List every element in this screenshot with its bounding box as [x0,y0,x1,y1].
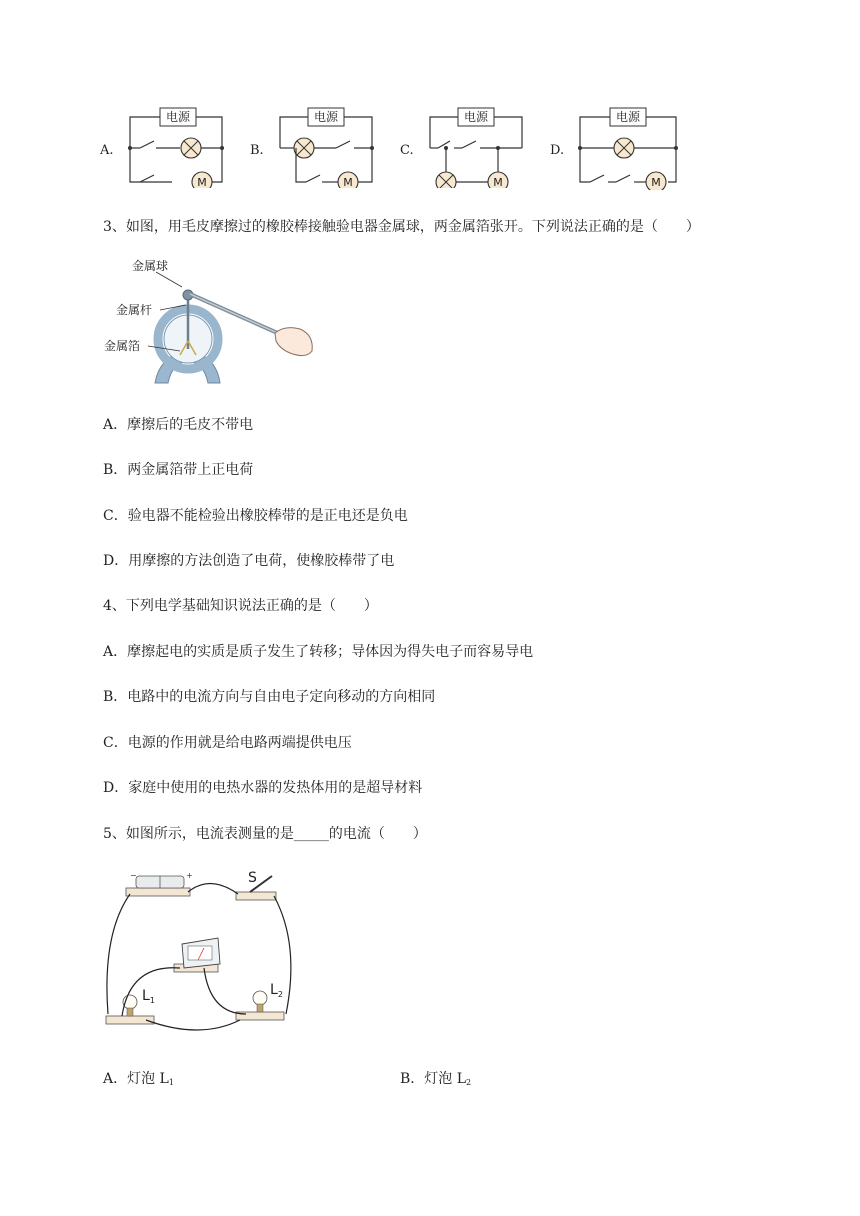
option-letter: B. [250,143,264,158]
label-metal-ball: 金属球 [132,259,169,273]
lamp-1-label: $L_1$ [142,988,155,1005]
motor-symbol: M [493,176,503,188]
q2-option-c [400,100,530,190]
question-5-stem: 5、如图所示，电流表测量的是_____的电流（ ） [103,826,427,842]
physical-circuit-diagram [100,864,310,1036]
q2-option-d [550,100,685,190]
power-source-label: 电源 [165,110,191,124]
option-letter: C. [400,143,414,158]
power-source-label: 电源 [463,110,489,124]
label-metal-rod: 金属杆 [116,303,153,317]
q4-option-b: B．电路中的电流方向与自由电子定向移动的方向相同 [103,689,436,705]
circuit-diagram-a [126,100,226,188]
q2-option-b [250,100,380,190]
power-source-label: 电源 [615,110,641,124]
q5-option-b: B．灯泡 $L_2$ [400,1071,472,1087]
svg-text:+: + [186,871,193,880]
q3-option-a: A．摩擦后的毛皮不带电 [103,417,254,433]
q2-option-a [100,100,230,190]
lamp-2-label: $L_2$ [270,982,283,999]
power-source-label: 电源 [313,110,339,124]
circuit-photo-figure [100,864,310,1036]
q4-option-a: A．摩擦起电的实质是质子发生了转移；导体因为得失电子而容易导电 [103,644,534,660]
circuit-diagram-b [276,100,376,188]
circuit-diagram-d [576,100,682,190]
label-metal-foil: 金属箔 [104,339,141,353]
q3-option-d: D．用摩擦的方法创造了电荷，使橡胶棒带了电 [103,553,395,569]
motor-symbol: M [343,176,353,188]
svg-text:−: − [130,871,137,880]
option-letter: D. [550,143,565,158]
motor-symbol: M [197,176,207,188]
switch-label: S [248,870,257,886]
electroscope-figure [100,255,320,390]
q3-option-b: B．两金属箔带上正电荷 [103,462,254,478]
q3-option-c: C．验电器不能检验出橡胶棒带的是正电还是负电 [103,508,408,524]
q5-option-a: A．灯泡 $L_1$ [103,1071,174,1087]
q4-option-c: C．电源的作用就是给电路两端提供电压 [103,735,352,751]
question-3-stem: 3、如图，用毛皮摩擦过的橡胶棒接触验电器金属球，两金属箔张开。下列说法正确的是（ ） [103,219,700,235]
electroscope-diagram [100,255,320,390]
motor-symbol: M [651,176,661,189]
q4-option-d: D．家庭中使用的电热水器的发热体用的是超导材料 [103,780,423,796]
circuit-diagram-c [426,100,526,188]
option-letter: A. [100,143,114,158]
question-4-stem: 4、下列电学基础知识说法正确的是（ ） [103,598,378,614]
